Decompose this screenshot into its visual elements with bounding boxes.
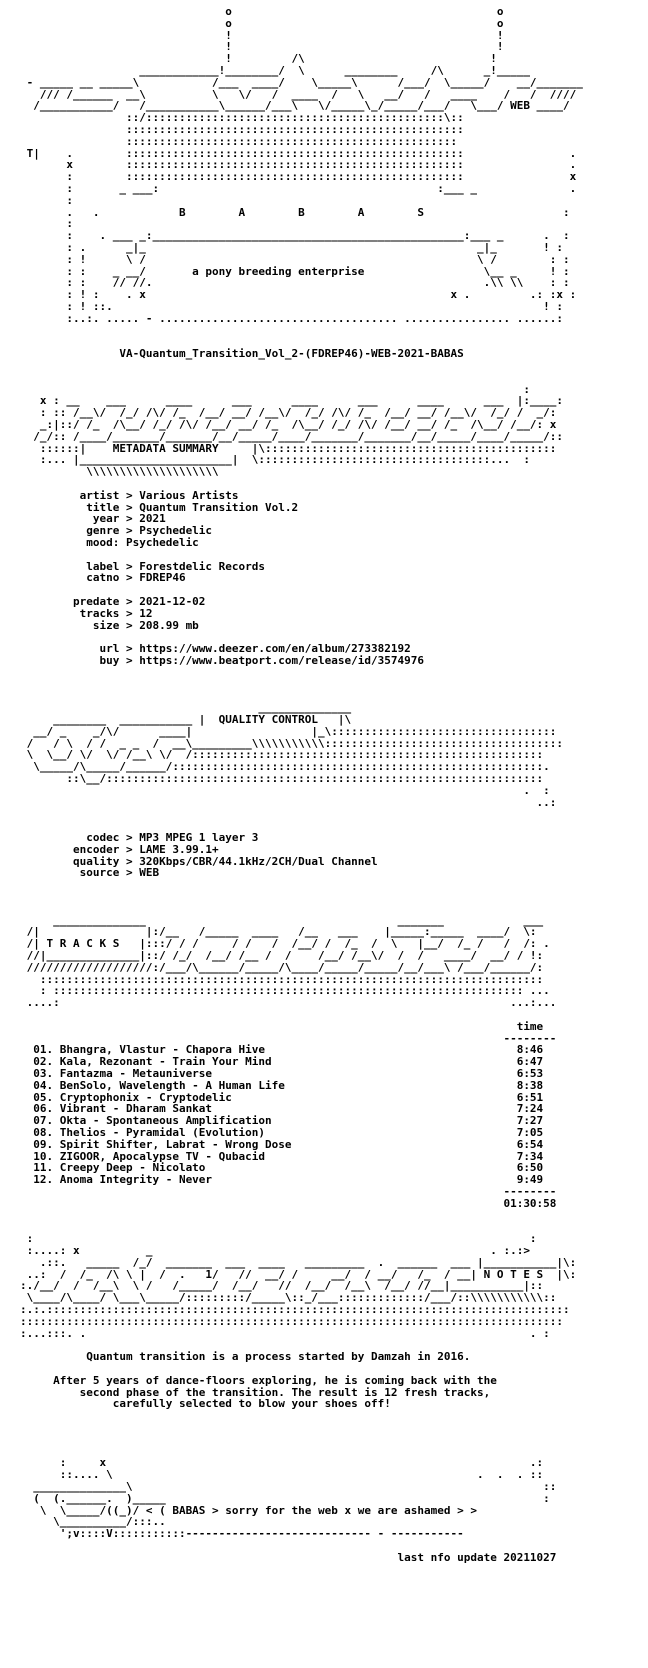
nfo-line: 07. Okta - Spontaneous Amplification 7:27 [20, 1114, 544, 1128]
nfo-line: Quantum transition is a process started by Damzah in 2016. [20, 1350, 471, 1364]
nfo-line: /// /______ __\ \ \/ / ____ / \ __/ / ____ / / //// [20, 87, 577, 101]
nfo-line: 05. Cryptophonix - Cryptodelic 6:51 [20, 1090, 544, 1104]
nfo-line: : . _|_ _|_ ! : [20, 241, 564, 254]
nfo-line: 12. Anoma Integrity - Never 9:49 [20, 1173, 544, 1187]
nfo-line: : ! ::. ! : [20, 300, 564, 313]
nfo-line: - _____ __ _____\ /___ ____/ \_____\ /___/ \_____/ __/_______ [20, 75, 583, 89]
nfo-line: ///////////////////:/___/\______/_____/\____/_____/_____/__/___\ /___/______/: [20, 960, 544, 974]
nfo-line: 11. Creepy Deep - Nicolato 6:50 [20, 1161, 544, 1175]
nfo-line: time [20, 1019, 544, 1033]
nfo-line: 01. Bhangra, Vlastur - Chapora Hive 8:46 [20, 1043, 544, 1057]
nfo-line: : ::::::::::::::::::::::::::::::::::::::::::::::::::: x [20, 170, 577, 184]
nfo-line: source > WEB [20, 866, 160, 880]
nfo-line: quality > 320Kbps/CBR/44.1kHz/2CH/Dual Channel [20, 854, 378, 868]
nfo-line: : ! \ / \ / : : [20, 252, 570, 266]
nfo-line: size > 208.99 mb [20, 618, 199, 632]
nfo-line: :.:.::::::::::::::::::::::::::::::::::::::::::::::::::::::::::::::::::::::::::::::: [20, 1303, 570, 1316]
nfo-line: ::/:::::::::::::::::::::::::::::::::::::::::::::\:: [20, 111, 464, 125]
nfo-line: 09. Spirit Shifter, Labrat - Wrong Dose 6:54 [20, 1137, 544, 1151]
nfo-line: artist > Various Artists [20, 488, 239, 502]
nfo-line: After 5 years of dance-floors exploring, he is coming back with the [20, 1373, 497, 1387]
nfo-line: _:|::/ /_ /\__/ /_/ /\/ /__/ __/ /_ /\__/ /_/ /\/ /__/ __/ /_ /\__/ /__/: x [20, 418, 557, 431]
nfo-line: ::\__/:::::::::::::::::::::::::::::::::::::::::::::::::::::::::::::::::: [20, 772, 544, 785]
nfo-line: 02. Kala, Rezonant - Train Your Mind 6:47 [20, 1055, 544, 1069]
nfo-line: :..:. ..... - .................................... ................ ......: [20, 311, 564, 325]
nfo-line: ____________!________/ \ ________ /\ _!_____ [20, 64, 530, 77]
nfo-line: -------- [20, 1031, 557, 1045]
nfo-line: . : [20, 783, 550, 797]
nfo-line: 10. ZIGOOR, Apocalypse TV - Qubacid 7:34 [20, 1149, 544, 1163]
nfo-line: label > Forestdelic Records [20, 559, 266, 573]
nfo-line: -------- [20, 1185, 557, 1198]
nfo-line: /_/:: /____/_______/_______/__/_____/____/_______/_______/__/_____/____/_____/:: [20, 429, 564, 443]
nfo-line: tracks > 12 [20, 606, 153, 620]
nfo-line: VA-Quantum_Transition_Vol_2-(FDREP46)-WEB-2021-BABAS [20, 347, 464, 361]
nfo-line: :::::::::::::::::::::::::::::::::::::::::::::::::::::::::::::::::::::::::::: [20, 972, 544, 986]
nfo-line: /___________/ /___________\______/___\ \/_____\_/_____/___/ \___/ WEB ____/ [20, 99, 570, 113]
nfo-line: :./__/ / /__\ \ / /_____/ /__/ // /__/ /__\ /__/ //__|___________|:: [20, 1279, 544, 1293]
nfo-line: ! ! [20, 28, 504, 42]
nfo-line: ....: ...:... [20, 996, 557, 1010]
nfo-line: x : __ ___ ____ ___ ____ ___ ____ ___ |:____: [20, 394, 564, 408]
nfo-line: : : _ __/ a pony breeding enterprise \__ _ ! : [20, 264, 570, 278]
nfo-line: \__________/:::.. [20, 1515, 166, 1529]
nfo-line: : :: /__\/ /_/ /\/ /_ /__/ __/ /__\/ /_/ /\/ /_ /__/ __/ /__\/ /_/ / _/: [20, 406, 557, 420]
nfo-line: : _ ___: :___ _ . [20, 182, 577, 195]
nfo-line: last nfo update 20211027 [20, 1550, 557, 1564]
nfo-line: : : [20, 1232, 537, 1246]
nfo-line: 01:30:58 [20, 1196, 557, 1210]
nfo-line: //|______________|::/ /_/ /__/ /__ / / /__/ /__\/ / / ____/ __/ / !: [20, 949, 544, 962]
nfo-line: \____/\____/ \___\_____/:::::::::/_____\::_/___:::::::::::::/___/::\\\\\\\\\\\:: [20, 1291, 557, 1305]
nfo-line: /| |:/__ /_____ ____ /__ ___ |_____:_____ ____/ \: [20, 925, 537, 939]
nfo-line: :::::::::::::::::::::::::::::::::::::::::::::::::: [20, 134, 458, 148]
nfo-line: / / \ / / _ _ / __\_________\\\\\\\\\\\:::::::::::::::::::::::::::::::::::: [20, 736, 564, 750]
nfo-line: o o [20, 16, 504, 30]
nfo-line: : ::::::::::::::::::::::::::::::::::::::::::::::::::::::::::::::::::::::: ... [20, 984, 550, 998]
nfo-line: \ \__/ \/ \/ /__\ \/ /::::::::::::::::::::::::::::::::::::::::::::::::::::: [20, 748, 544, 762]
nfo-line: ::::::::::::::::::::::::::::::::::::::::::::::::::: [20, 123, 464, 136]
nfo-line: encoder > LAME 3.99.1+ [20, 842, 219, 856]
nfo-line: ! ! [20, 40, 504, 54]
nfo-line: ________ ___________ | QUALITY CONTROL |\ [20, 713, 352, 726]
nfo-line: ______________\ :: [20, 1480, 557, 1493]
nfo-line: 08. Thelios - Pyramidal (Evolution) 7:05 [20, 1126, 544, 1139]
nfo-line: T| . ::::::::::::::::::::::::::::::::::::::::::::::::::: . [20, 146, 577, 160]
nfo-line: second phase of the transition. The result is 12 fresh tracks, [20, 1385, 491, 1399]
nfo-line: \_____/\_____/______/::::::::::::::::::::::::::::::::::::::::::::::::::::::::. [20, 760, 550, 774]
nfo-line: title > Quantum Transition Vol.2 [20, 500, 299, 514]
nfo-line: ______________ _______ ___ [20, 913, 544, 927]
nfo-line: ______________ [20, 701, 352, 715]
nfo-line: codec > MP3 MPEG 1 layer 3 [20, 831, 259, 844]
nfo-line: \ \_____/((_)/ < ( BABAS > sorry for the web x we are ashamed > > [20, 1503, 477, 1517]
nfo-line: 06. Vibrant - Dharam Sankat 7:24 [20, 1102, 544, 1116]
nfo-line: ::::::| METADATA SUMMARY |\:::::::::::::::::::::::::::::::::::::::::::: [20, 441, 557, 455]
nfo-line: predate > 2021-12-02 [20, 595, 206, 608]
nfo-line: .::. _____ /_/ _______ ___ ____ _________ . ______ ___ |___________|\: [20, 1255, 577, 1269]
nfo-line: buy > https://www.beatport.com/release/id/3574976 [20, 654, 424, 667]
nfo-line: : [20, 217, 73, 231]
nfo-line: ! /\ ! [20, 52, 497, 66]
nfo-line: :...:::. . . : [20, 1326, 550, 1340]
nfo-line: url > https://www.deezer.com/en/album/273382192 [20, 642, 411, 656]
nfo-line: : [20, 382, 530, 396]
nfo-line: /| T R A C K S |:::/ / / / / / /__/ / /_ / \ |__/ /_ / / /: . [20, 937, 550, 951]
nfo-line: : . ___ _:_______________________________________________:___ _ . : [20, 229, 570, 243]
nfo-line: . . B A B A S : [20, 205, 570, 219]
nfo-line: __/ _ _/\/ ____| |_\:::::::::::::::::::::::::::::::::: [20, 724, 557, 738]
nfo-line: catno > FDREP46 [20, 571, 186, 585]
nfo-line: : ! : . x x . .: :x : [20, 288, 577, 302]
nfo-line: mood: Psychedelic [20, 536, 199, 549]
nfo-line: o o [20, 5, 504, 18]
nfo-line: :::::::::::::::::::::::::::::::::::::::::::::::::::::::::::::::::::::::::::::::::: [20, 1314, 564, 1328]
nfo-line: ';v::::V:::::::::::---------------------------- - ----------- [20, 1527, 464, 1541]
nfo-line: : [20, 193, 73, 207]
nfo-line: \\\\\\\\\\\\\\\\\\\\ [20, 465, 219, 479]
nfo-line: year > 2021 [20, 512, 166, 526]
nfo-line: : : // //. .\\ \\ : : [20, 276, 570, 290]
nfo-line: genre > Psychedelic [20, 524, 213, 538]
nfo-line: 03. Fantazma - Metauniverse 6:53 [20, 1067, 544, 1080]
nfo-line: ..: [20, 795, 557, 809]
nfo-line: :... |_______________________| \:::::::::::::::::::::::::::::::::::... : [20, 453, 530, 467]
nfo-line: ::.... \ . . . :: [20, 1468, 544, 1482]
nfo-line: :....: x _ . :.:> [20, 1244, 530, 1257]
nfo-line: ( (.______. )_____ : [20, 1491, 550, 1505]
nfo-line: 04. BenSolo, Wavelength - A Human Life 8:38 [20, 1078, 544, 1092]
nfo-line: ..: / /_ /\ \ | / . 1/ // __/ / __/ / __/ /_ / __| N O T E S |\: [20, 1267, 577, 1281]
nfo-line: carefully selected to blow your shoes off! [20, 1397, 391, 1411]
nfo-line: x ::::::::::::::::::::::::::::::::::::::::::::::::::: . [20, 158, 577, 172]
nfo-line: : x .: [20, 1456, 544, 1470]
